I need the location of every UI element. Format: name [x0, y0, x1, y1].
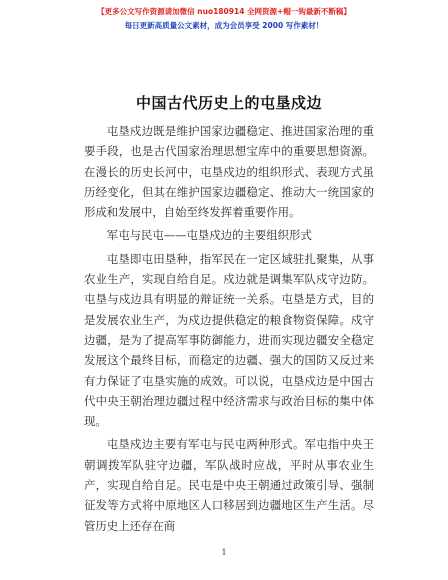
paragraph-intro: 屯垦戍边既是维护国家边疆稳定、推进国家治理的重要手段，也是古代国家治理思想宝库中的重要思想资源。在漫长的历史长河中，屯垦戍边的组织形式、表现方式虽历经变化，但其在维护国家边疆稳定、推动大一统国家的形成和发展中，自始至终发挥着重要作用。 — [84, 124, 374, 220]
promo-banner-line-1: 【更多公文写作资源请加微信 nuo180914 全网资源+帽一钩最新不断稿】 — [97, 7, 351, 16]
document-title: 中国古代历史上的屯垦戍边 — [135, 94, 322, 112]
promo-banner-line-2: 每日更新高质量公文素材，成为会员享受 2000 写作素材！ — [124, 21, 324, 30]
section-heading: 军屯与民屯——屯垦戍边的主要组织形式 — [106, 228, 312, 243]
document-body — [84, 92, 374, 539]
paragraph-definition: 屯垦即屯田垦种，指军民在一定区域驻扎聚集，从事农业生产，实现自给自足。戍边就是调集军队戍守边防。屯垦与戍边具有明显的辩证统一关系。屯垦是方式，目的是发展农业生产，为戍边提供稳定的粮食物资保障。戍守边疆，是为了提高军事防御能力，进而实现边疆安全稳定发展这个最终目标，而稳定的边疆、强大的国防又反过来有力保证了屯垦实施的成效。可以说，屯垦戍边是中国古代中央王朝治理边疆过程中经济需求与政治目标的集中体现。 — [84, 251, 374, 429]
paragraph-forms: 屯垦戍边主要有军屯与民屯两种形式。军屯指中央王朝调拨军队驻守边疆，军队战时应战，平时从事农业生产，实现自给自足。民屯是中央王朝通过政策引导、强制征发等方式将中原地区人口移居到边疆地区生产生活。尽管历史上还存在商 — [84, 437, 374, 533]
promo-banner — [0, 0, 448, 31]
page-number: 1 — [221, 548, 227, 557]
